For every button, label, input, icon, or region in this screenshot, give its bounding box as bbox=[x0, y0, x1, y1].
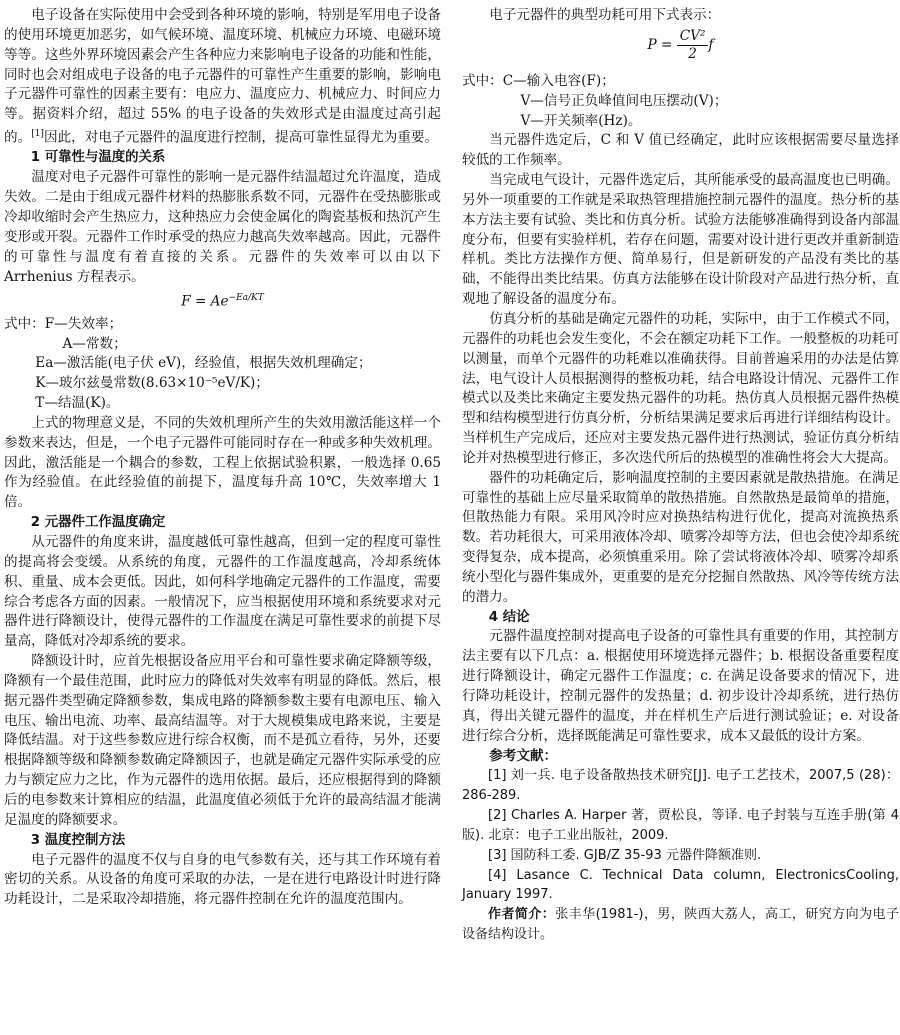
formula-denominator: 2 bbox=[688, 45, 697, 62]
section-3-paragraph: 电子元器件的温度不仅与自身的电气参数有关，还与其工作环境有着密切的关系。从设备的角度可采取的办法，一是在进行电路设计时进行降功耗设计，二是采取冷却措施，将元器件控制在允许的温度范围内。 bbox=[4, 851, 441, 908]
reference-item: [1] 刘一兵. 电子设备散热技术研究[J]. 电子工艺技术，2007,5 (28)：286-289. bbox=[462, 768, 899, 804]
formula-def-t: T—结温(K)。 bbox=[35, 395, 120, 412]
activation-energy-paragraph: 上式的物理意义是，不同的失效机理所产生的失效用激活能这样一个参数来表达，但是，一个电子元器件可能同时存在一种或多种失效机理。因此，激活能是一个耦合的参数，工程上依据试验积累，一般选择 0.65 作为经验值。在此经验值的前提下，温度每升高 10℃，失效率增大 1 倍。 bbox=[4, 414, 441, 511]
left-column bbox=[4, 6, 441, 910]
citation-1: [1] bbox=[31, 129, 44, 140]
section-2-paragraph-1: 从元器件的角度来讲，温度越低可靠性越高，但到一定的程度可靠性的提高将会变缓。从系统的角度，元器件的工作温度越高，冷却系统体积、重量、成本会更低。因此，如何科学地确定元器件的工作温度，需要综合考虑各方面的因素。一般情况下，应当根据使用环境和系统要求对元器件进行降额设计，使得元器件的工作温度在满足可靠性要求的前提下尽量高，降低对冷却系统的要求。 bbox=[4, 534, 441, 650]
reference-item: [4] Lasance C. Technical Data column, ElectronicsCooling, January 1997. bbox=[462, 867, 899, 903]
author-label: 作者简介： bbox=[488, 907, 556, 923]
section-1-paragraph: 温度对电子元器件可靠性的影响一是元器件结温超过允许温度，造成失效。二是由于组成元器件材料的热膨胀系数不同，元器件在受热膨胀或冷却收缩时会产生热应力，这种热应力会使金属化的陶瓷基板和热沉产生变形或开裂。元器件工作时承受的热应力越高失效率越高。因此，元器件的可靠性与温度有着直接的关系。元器件的失效率可以由以下 Arrhenius 方程表示。 bbox=[4, 169, 441, 285]
section-2-paragraph-2: 降额设计时，应首先根据设备应用平台和可靠性要求确定降额等级，降额有一个最佳范围，此时应力的降低对失效率有明显的降低。然后，根据元器件类型确定降额参数，集成电路的降额参数主要有电源电压、输入电压、输出电流、功率、最高结温等。对于大规模集成电路来说，主要是降低结温。对于这些参数应进行综合权衡，而不是孤立看待，另外，还要根据降额等级和降额参数确定降额因子，也就是确定元器件实际承受的应力与额定应力之比，作为元器件的选用依据。最后，还应根据得到的降额后的电参数来计算相应的结温，此温度值必须低于允许的最高结温才能满足温度的降额要求。 bbox=[4, 653, 441, 828]
formula-def-ea: Ea—激活能(电子伏 eV)，经验值，根据失效机理确定； bbox=[35, 355, 372, 372]
cooling-paragraph: 器件的功耗确定后，影响温度控制的主要因素就是散热措施。在满足可靠性的基础上应尽量采取简单的散热措施。自然散热是最简单的措施，但散热能力有限。采用风冷时应对换热结构进行优化，提高对流换热系数。若功耗很大，可采用液体冷却、喷雾冷却等方法，但也会使冷却系统变得复杂，成本提高，必须慎重采用。除了尝试将液体冷却、喷雾冷却系统小型化与器件集成外，更重要的是充分挖掘自然散热、风冷等传统方法的潜力。 bbox=[462, 469, 899, 605]
arrhenius-formula: $F = Ae^{-Ea/KT}$ bbox=[181, 293, 264, 310]
formula-def-k: K—玻尔兹曼常数(8.63×10⁻⁵eV/K)； bbox=[35, 375, 269, 392]
formula-def-lead: 式中：F—失效率； bbox=[4, 315, 123, 332]
simulation-paragraph: 仿真分析的基础是确定元器件的功耗，实际中，由于工作模式不同，元器件的功耗也会发生变化，不会在额定功耗下工作。一般整板的功耗可以测量，而单个元器件的功耗难以准确获得。目前普遍采用的办法是估算法，电气设计人员根据测得的整板功耗，结合电路设计情况、元器件工作模式以及类比来确定主要发热元器件的功耗。热仿真人员根据元器件热模型和结构模型进行仿真分析，分析结果满足要求后再进行详细结构设计。当样机生产完成后，还应对主要发热元器件进行热测试，验证仿真分析结论并对热模型进行修正，多次迭代所后的热模型的准确性将会大大提高。 bbox=[462, 310, 899, 466]
power-def-lead: 式中：C—输入电容(F)； bbox=[462, 72, 615, 89]
formula-numerator: CV² bbox=[677, 28, 709, 46]
section-3-heading: 3 温度控制方法 bbox=[30, 832, 126, 848]
section-2-heading: 2 元器件工作温度确定 bbox=[30, 515, 166, 531]
power-def-v: V—信号正负峰值间电压摆动(V)； bbox=[520, 92, 728, 109]
section-4-heading: 4 结论 bbox=[488, 609, 530, 625]
reference-item: [3] 国防科工委. GJB/Z 35-93 元器件降额准则. bbox=[488, 847, 762, 863]
conclusion-paragraph: 元器件温度控制对提高电子设备的可靠性具有重要的作用，其控制方法主要有以下几点：a. 根据使用环境选择元器件；b. 根据设备重要程度进行降额设计，确定元器件工作温度；c. 在满足设备要求的情况下，进行降功耗设计，控制元器件的发热量；d. 初步设计冷却系统，进行热仿真，得出关键元器件的温度，并在样机生产后进行测试验证；e. 对设备进行综合分析，选择既能满足可靠性要求，成本又最低的设计方案。 bbox=[462, 628, 899, 744]
power-intro-paragraph: 电子元器件的典型功耗可用下式表示： bbox=[489, 7, 721, 23]
power-def-f: V—开关频率(Hz)。 bbox=[520, 112, 642, 129]
section-1-heading: 1 可靠性与温度的关系 bbox=[30, 150, 166, 166]
right-column bbox=[462, 6, 899, 945]
author-bio: 作者简介：张丰华(1981-)，男，陕西大荔人，高工，研究方向为电子设备结构设计。 bbox=[462, 907, 899, 943]
frequency-paragraph: 当元器件选定后，C 和 V 值已经确定，此时应该根据需要尽量选择较低的工作频率。 bbox=[462, 132, 899, 169]
formula-def-a: A—常数； bbox=[62, 335, 127, 352]
intro-paragraph: 电子设备在实际使用中会受到各种环境的影响，特别是军用电子设备的使用环境更加恶劣，如气候环境、温度环境、机械应力环境、电磁环境等等。这些外界环境因素会产生各种应力来影响电子设备的功能和性能，同时也会对组成电子设备的电子元器件的可靠性产生重要的影响，影响电子元器件可靠性的因素主要有：电应力、温度应力、机械应力、时间应力等。据资料介绍，超过 55% 的电子设备的失效形式是由温度过高引起的。[1]因此，对电子元器件的温度进行控制，提高可靠性显得尤为重要。 bbox=[4, 7, 441, 146]
reference-item: [2] Charles A. Harper 著，贾松良，等译. 电子封装与互连手册(第 4 版). 北京：电子工业出版社，2009. bbox=[462, 808, 899, 843]
thermal-analysis-paragraph: 当完成电气设计，元器件选定后，其所能承受的最高温度也已明确。另外一项重要的工作就是采取热管理措施控制元器件的温度。热分析的基本方法主要有试验、类比和仿真分析。试验方法能够准确得到设备内部温度分布，但要有实验样机，若存在问题，需要对设计进行更改并重新制造样机。类比方法操作方便、简单易行，但是新研发的产品没有类比的基础，不能得出类比结果。仿真方法能够在设计阶段对产品进行热分析，直观地了解设备的温度分布。 bbox=[462, 172, 899, 308]
power-formula: P = $\frac{\text{CV²}}{2}$ f bbox=[647, 27, 714, 62]
references-heading: 参考文献： bbox=[489, 747, 558, 764]
